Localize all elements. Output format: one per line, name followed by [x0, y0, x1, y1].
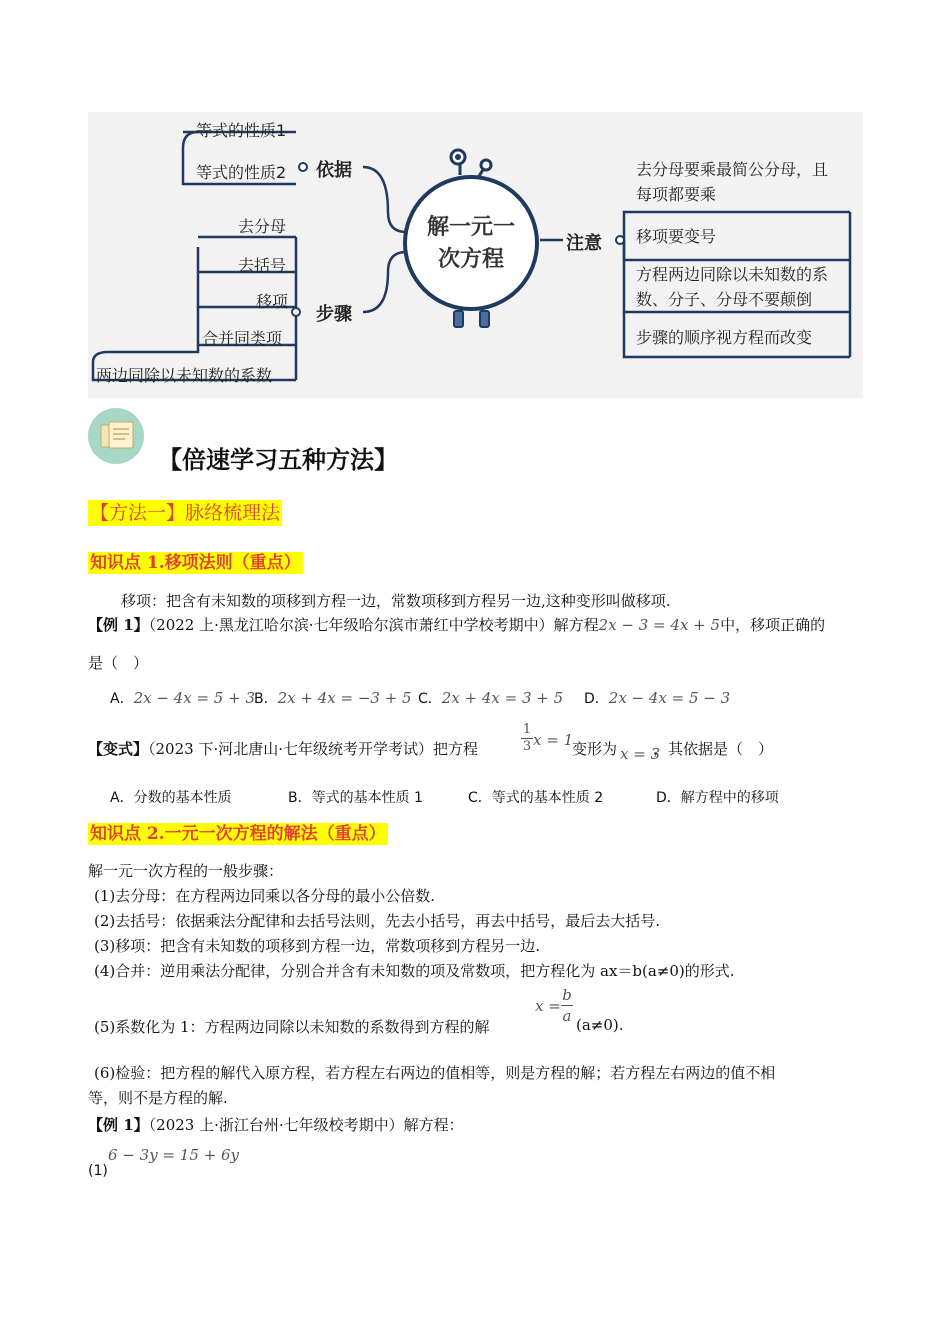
kp1-example-label: 【例 1】: [88, 616, 149, 634]
kp1-variant-mid: 变形为: [572, 740, 618, 758]
kp1-example-tail-2: 是（ ）: [88, 654, 149, 672]
kp2-intro: 解一元一次方程的一般步骤：: [88, 862, 284, 880]
note-item-3: [636, 262, 828, 312]
kp1-option-d-label: D．: [584, 691, 609, 707]
note-item-4: [636, 325, 812, 350]
kp2-step-6-line-2: 等，则不是方程的解.: [88, 1089, 228, 1107]
mind-map: [88, 112, 863, 398]
kp1-option-d-eq: 2x − 4x = 5 − 3: [608, 689, 731, 707]
kp1-option-b-label: B．: [254, 691, 278, 707]
kp1-variant-tail: ，其依据是（ ）: [653, 740, 774, 758]
note-item-1-line-1: 去分母要乘最简公分母，且: [636, 160, 829, 179]
basis-item-2: 等式的性质2: [196, 163, 287, 182]
kp1-variant-frac-den: 3: [522, 739, 532, 754]
kp1-variant-frac-num: 1: [522, 722, 532, 737]
note-item-2: [636, 224, 716, 249]
kp2-step-2: (2)去括号：依据乘法分配律和去括号法则，先去小括号，再去中括号，最后去大括号.: [94, 912, 661, 930]
kp2-step-4: (4)合并：逆用乘法分配律，分别合并含有未知数的项及常数项，把方程化为 ax＝b(a≠0)的形式.: [94, 962, 735, 980]
note-item-3-line-1: 方程两边同除以未知数的系: [636, 265, 829, 284]
note-item-1: [636, 157, 828, 207]
kp1-variant-source: （2023 下·河北唐山·七年级统考开学考试）把方程: [148, 740, 478, 758]
kp1-variant-fraction: [521, 722, 533, 755]
note-item-4-line-1: 步骤的顺序视方程而改变: [636, 328, 813, 347]
note-item-2-line-1: 移项要变号: [636, 227, 717, 246]
steps-label: 步骤: [316, 304, 352, 325]
method-one-title: [88, 498, 282, 525]
kp1-option-b-eq: 2x + 4x = −3 + 5: [277, 689, 412, 707]
kp2-step-5: (5)系数化为 1：方程两边同除以未知数的系数得到方程的解: [94, 1018, 490, 1036]
step-item-4: 合并同类项: [202, 329, 283, 348]
kp1-option-a-label: A．: [110, 691, 134, 707]
kp1-variant-option-c: C．等式的基本性质 2: [468, 790, 604, 806]
center-title-line-2: 次方程: [437, 247, 504, 272]
kp1-variant-label: 【变式】: [88, 740, 149, 758]
kp1-variant-option-d: D．解方程中的移项: [656, 790, 779, 806]
method-one-label: 【方法一】脉络梳理法: [90, 502, 281, 524]
kp1-example: [88, 614, 825, 635]
kp1-variant: [88, 738, 478, 759]
step-item-1: 去分母: [238, 217, 287, 236]
notes-label: 注意: [566, 233, 602, 254]
kp1-title: [88, 548, 303, 573]
kp1-option-d: [584, 688, 730, 708]
kp2-step-5-frac-den: a: [562, 1007, 572, 1025]
kp1-variant-option-a: A．分数的基本性质: [110, 790, 232, 806]
step-item-2: 去括号: [238, 256, 287, 275]
kp2-step-5-tail: (a≠0).: [576, 1016, 624, 1034]
kp1-option-c-eq: 2x + 4x = 3 + 5: [441, 689, 564, 707]
kp2-step-5-frac-num: b: [562, 986, 572, 1004]
note-item-3-line-2: 数、分子、分母不要颠倒: [636, 290, 813, 309]
kp2-step-5-lhs: x =: [535, 997, 561, 1015]
kp2-example-source: （2023 上·浙江台州·七年级校考期中）解方程：: [148, 1116, 464, 1134]
kp1-example-source: （2022 上·黑龙江哈尔滨·七年级哈尔滨市萧红中学校考期中）解方程: [148, 616, 599, 634]
kp2-step-1: (1)去分母：在方程两边同乘以各分母的最小公倍数.: [94, 887, 436, 905]
kp2-title-text: 知识点 2.一元一次方程的解法（重点）: [90, 824, 386, 844]
kp1-option-b: [254, 688, 412, 708]
kp1-variant-eq1: x = 1: [533, 731, 574, 749]
kp1-variant-option-b: B．等式的基本性质 1: [288, 790, 423, 806]
kp2-title: [88, 819, 388, 844]
kp1-option-c: [418, 688, 563, 708]
step-item-5: 两边同除以未知数的系数: [96, 366, 273, 385]
kp1-variant-eq2: x = 3: [620, 745, 661, 763]
kp2-problem-number: (1): [88, 1163, 108, 1179]
step-item-3: 移项: [256, 292, 289, 311]
kp2-example: [88, 1114, 464, 1135]
kp1-option-c-label: C．: [418, 691, 442, 707]
kp2-step-5-fraction: [561, 985, 573, 1026]
center-title-line-1: 解一元一: [426, 215, 515, 240]
kp1-example-equation: 2x − 3 = 4x + 5: [598, 616, 721, 634]
page-heading: 【倍速学习五种方法】: [158, 445, 398, 474]
kp2-problem-equation: 6 − 3y = 15 + 6y: [108, 1146, 239, 1164]
kp1-title-text: 知识点 1.移项法则（重点）: [90, 553, 301, 573]
basis-label: 依据: [316, 160, 352, 181]
notebook-icon: [87, 407, 145, 465]
kp2-step-3: (3)移项：把含有未知数的项移到方程一边，常数项移到方程另一边.: [94, 937, 541, 955]
kp2-step-6-line-1: (6)检验：把方程的解代入原方程，若方程左右两边的值相等，则是方程的解；若方程左右两边的值不相: [94, 1064, 776, 1082]
kp1-definition: 移项：把含有未知数的项移到方程一边，常数项移到方程另一边,这种变形叫做移项.: [121, 592, 671, 610]
kp1-option-a-eq: 2x − 4x = 5 + 3: [133, 689, 255, 707]
note-item-1-line-2: 每项都要乘: [636, 185, 717, 204]
basis-item-1: 等式的性质1: [196, 121, 287, 140]
kp2-example-label: 【例 1】: [88, 1116, 149, 1134]
kp1-example-tail: 中，移项正确的: [720, 616, 826, 634]
kp1-option-a: [110, 688, 255, 708]
